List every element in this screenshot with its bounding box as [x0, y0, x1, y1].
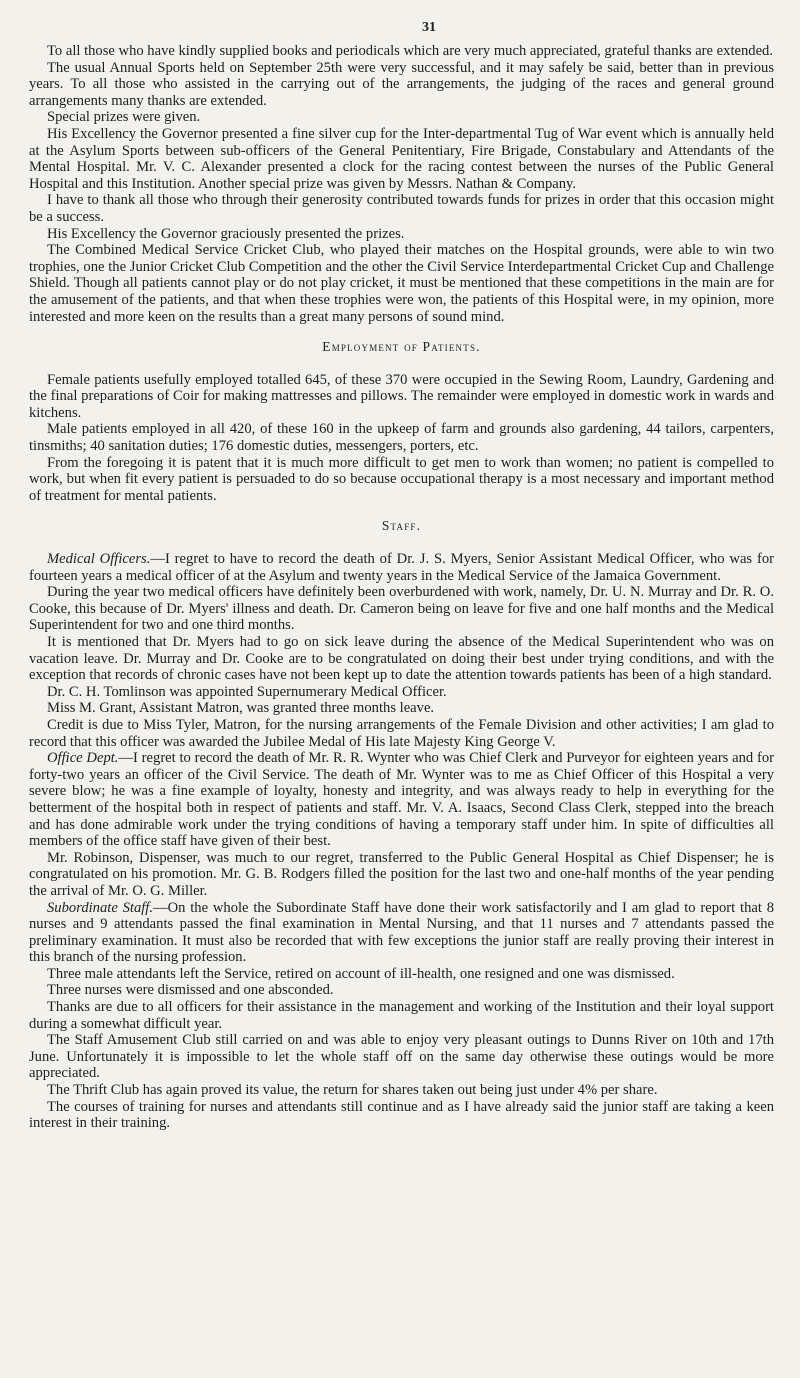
subordinate-staff-text: —On the whole the Subordinate Staff have done their work satisfactorily and I am glad to report that 8 nurses and 9 attendants passed the final examination in Mental Nursing, and that 11 nurses and 7 attendants passed the preliminary examination. It must also be recorded that with few exceptions the junior staff are really proving their interest in this branch of the nursing profession. — [29, 899, 774, 966]
employment-section — [29, 372, 774, 505]
paragraph: Three nurses were dismissed and one absconded. — [47, 982, 334, 999]
paragraph: Dr. C. H. Tomlinson was appointed Supernumerary Medical Officer. — [47, 683, 447, 700]
paragraph-subordinate-staff — [29, 900, 774, 966]
lead-medical-officers: Medical Officers. — [47, 551, 151, 568]
paragraph: Three male attendants left the Service, retired on account of ill-health, one resigned and one was dismissed. — [47, 965, 675, 982]
paragraph: I have to thank all those who through their generosity contributed towards funds for prizes in order that this occasion might be a success. — [29, 192, 774, 225]
paragraph: Mr. Robinson, Dispenser, was much to our regret, transferred to the Public General Hospital as Chief Dispenser; he is congratulated on his promotion. Mr. G. B. Rodgers filled the position for the last two and one-half months of the year pending the arrival of Mr. O. G. Miller. — [29, 849, 774, 899]
intro-section — [29, 43, 774, 325]
paragraph: His Excellency the Governor presented a fine silver cup for the Inter-departmental Tug of War event which is annually held at the Asylum Sports between sub-officers of the General Penitentiary, Fire Brigade, Constabulary and Attendants of the Mental Hospital. Mr. V. C. Alexander presented a clock for the racing contest between the nurses of the Public General Hospital and this Institution. Another special prize was given by Messrs. Nathan & Company. — [29, 125, 774, 192]
paragraph: The Combined Medical Service Cricket Club, who played their matches on the Hospital grounds, were able to win two trophies, one the Junior Cricket Club Competition and the other the Civil Service Interdepartmental Cricket Cup and Challenge Shield. Though all patients cannot play or do not play cricket, it must be mentioned that these competitions in the main are for the amusement of the patients, and that when these trophies were won, the patients of this Hospital were, in my opinion, more interested and more keen on the results than a great many persons of sound mind. — [29, 242, 774, 325]
medical-officers-text: —I regret to have to record the death of Dr. J. S. Myers, Senior Assistant Medical Officer, who was for fourteen years a medical officer of at the Asylum and twenty years in the Medical Service of the Jamaica Government. — [29, 551, 774, 584]
paragraph: His Excellency the Governor graciously presented the prizes. — [47, 225, 405, 242]
page-number: 31 — [422, 20, 436, 35]
paragraph: Female patients usefully employed totalled 645, of these 370 were occupied in the Sewing Room, Laundry, Gardening and the final preparations of Coir for making mattresses and pillows. The remainder were employed in domestic work in wards and kitchens. — [29, 371, 774, 421]
section-heading-employment: Employment of Patients. — [322, 339, 481, 355]
office-dept-text: —I regret to record the death of Mr. R. R. Wynter who was Chief Clerk and Purveyor for eighteen years and for forty-two years an officer of the Civil Service. The death of Mr. Wynter was to me as Chief Officer of this Hospital a very severe blow; he was a fine example of loyalty, honesty and integrity, and was always ready to help in everything for the betterment of the hospital both in respect of patients and staff. Mr. V. A. Isaacs, Second Class Clerk, stepped into the breach and has done admirable work under the trying conditions of having a temporary staff under him. In spite of difficulties all members of the office staff have given of their best. — [29, 750, 774, 850]
paragraph-office-dept — [29, 750, 774, 850]
paragraph: To all those who have kindly supplied books and periodicals which are very much appreciated, grateful thanks are extended. — [47, 43, 773, 59]
paragraph-medical-officers — [29, 551, 774, 584]
section-heading-staff: Staff. — [381, 518, 422, 534]
paragraph: From the foregoing it is patent that it is much more difficult to get men to work than women; no patient is compelled to work, but when fit every patient is persuaded to do so because occupational therapy is a most necessary and important method of treatment for mental patients. — [29, 454, 774, 504]
paragraph: Special prizes were given. — [47, 109, 201, 126]
paragraph: Miss M. Grant, Assistant Matron, was granted three months leave. — [47, 700, 435, 717]
lead-subordinate-staff: Subordinate Staff. — [47, 899, 154, 916]
paragraph: Credit is due to Miss Tyler, Matron, for the nursing arrangements of the Female Division and other activities; I am glad to record that this officer was awarded the Jubilee Medal of His late Majesty King George V. — [29, 716, 774, 750]
paragraph: Male patients employed in all 420, of these 160 in the upkeep of farm and grounds also gardening, 44 tailors, carpenters, tinsmiths; 40 sanitation duties; 176 domestic duties, messengers, porters, etc. — [29, 421, 774, 455]
paragraph: Thanks are due to all officers for their assistance in the management and working of the Institution and their loyal support during a somewhat difficult year. — [29, 999, 774, 1032]
paragraph: The usual Annual Sports held on September 25th were very successful, and it may safely be said, better than in previous years. To all those who assisted in the carrying out of the arrangements, the judging of the races and general ground arrangements many thanks are extended. — [29, 59, 774, 109]
paragraph: The Staff Amusement Club still carried on and was able to enjoy very pleasant outings to Dunns River on 10th and 17th June. Unfortunately it is impossible to let the whole staff off on the same day otherwise these outings would be more appreciated. — [29, 1032, 774, 1082]
lead-office-dept: Office Dept. — [47, 750, 119, 767]
staff-section — [29, 551, 774, 1132]
paragraph: The courses of training for nurses and attendants still continue and as I have already said the junior staff are taking a keen interest in their training. — [29, 1098, 774, 1132]
paragraph: The Thrift Club has again proved its value, the return for shares taken out being just under 4% per share. — [47, 1082, 658, 1099]
paragraph: During the year two medical officers have definitely been overburdened with work, namely, Dr. U. N. Murray and Dr. R. O. Cooke, this because of Dr. Myers' illness and death. Dr. Cameron being on leave for five and one half months and the Medical Superintendent for two and one third months. — [29, 584, 774, 634]
paragraph: It is mentioned that Dr. Myers had to go on sick leave during the absence of the Medical Superintendent who was on vacation leave. Dr. Murray and Dr. Cooke are to be congratulated on doing their best under trying conditions, and with the exception that records of chronic cases have not been kept up to date the attention towards patients has been of a high standard. — [29, 634, 774, 684]
